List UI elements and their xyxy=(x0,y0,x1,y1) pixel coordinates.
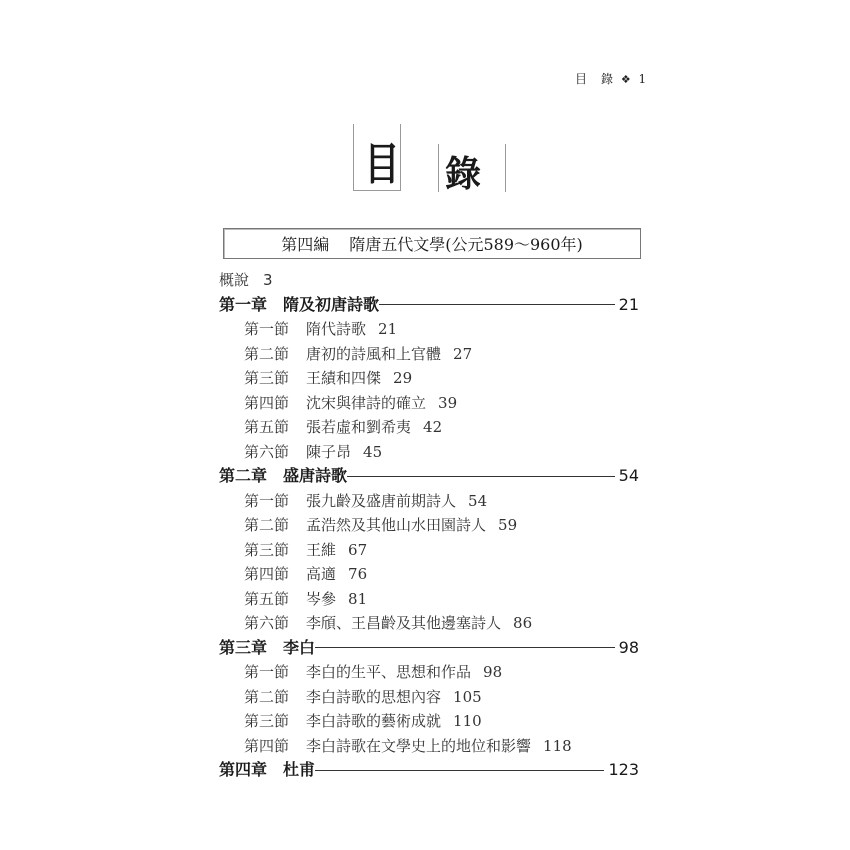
dot-leader xyxy=(315,647,615,648)
chapter-label: 第四章 xyxy=(219,760,268,779)
title-char-2: 錄 xyxy=(445,154,482,195)
section-title: 李頎、王昌齡及其他邊塞詩人 xyxy=(306,614,502,632)
section-page: 110 xyxy=(453,712,482,730)
section-label: 第四節 xyxy=(244,393,290,412)
toc-section[interactable] xyxy=(219,391,639,416)
section-label: 第二節 xyxy=(244,344,290,363)
chapter-page: 21 xyxy=(618,294,639,314)
section-title: 李白的生平、思想和作品 xyxy=(306,663,472,681)
toc-section[interactable] xyxy=(219,734,639,759)
section-page: 81 xyxy=(348,589,368,608)
dot-leader xyxy=(315,770,604,771)
part-title: 隋唐五代文學(公元589～960年) xyxy=(349,235,583,254)
section-page: 54 xyxy=(468,491,488,510)
section-title: 陳子昂 xyxy=(306,442,352,461)
intro-label: 概說 xyxy=(219,271,250,289)
section-label: 第一節 xyxy=(244,663,290,681)
section-label: 第二節 xyxy=(244,516,290,534)
section-page: 105 xyxy=(453,687,482,706)
toc-chapter[interactable] xyxy=(219,293,639,318)
toc-section[interactable] xyxy=(219,685,639,710)
section-title: 李白詩歌的思想內容 xyxy=(306,687,442,706)
chapter-title: 隋及初唐詩歌 xyxy=(283,294,380,314)
table-of-contents xyxy=(219,268,639,783)
toc-section[interactable] xyxy=(219,489,639,514)
chapter-label: 第一章 xyxy=(219,294,268,314)
toc-section[interactable] xyxy=(219,415,639,440)
section-page: 67 xyxy=(348,540,368,559)
running-head-title: 目 錄 xyxy=(575,72,615,86)
page-title xyxy=(353,124,513,194)
toc-section[interactable] xyxy=(219,660,639,685)
section-page: 21 xyxy=(378,320,398,338)
toc-section[interactable] xyxy=(219,366,639,391)
section-page: 29 xyxy=(393,369,413,387)
section-label: 第一節 xyxy=(244,491,290,510)
section-page: 98 xyxy=(483,663,503,681)
section-title: 岑參 xyxy=(306,589,337,608)
toc-section[interactable] xyxy=(219,513,639,538)
section-title: 李白詩歌在文學史上的地位和影響 xyxy=(306,736,532,755)
chapter-page: 54 xyxy=(618,466,639,485)
section-label: 第六節 xyxy=(244,614,290,632)
section-label: 第三節 xyxy=(244,712,290,730)
toc-section[interactable] xyxy=(219,587,639,612)
section-title: 孟浩然及其他山水田園詩人 xyxy=(306,516,487,534)
chapter-label: 第三章 xyxy=(219,637,268,657)
toc-section[interactable] xyxy=(219,611,639,636)
toc-chapter[interactable] xyxy=(219,758,639,783)
chapter-page: 98 xyxy=(618,637,639,657)
section-title: 王績和四傑 xyxy=(306,369,382,387)
title-char-box-2 xyxy=(438,144,506,195)
section-title: 隋代詩歌 xyxy=(306,320,367,338)
section-label: 第三節 xyxy=(244,369,290,387)
section-label: 第六節 xyxy=(244,442,290,461)
ornament-icon: ❖ xyxy=(620,73,632,86)
section-page: 86 xyxy=(513,614,533,632)
dot-leader xyxy=(379,304,615,305)
toc-section[interactable] xyxy=(219,562,639,587)
section-title: 沈宋與律詩的確立 xyxy=(306,393,427,412)
toc-chapter[interactable] xyxy=(219,636,639,661)
toc-section[interactable] xyxy=(219,538,639,563)
chapter-label: 第二章 xyxy=(219,466,268,485)
chapter-title: 杜甫 xyxy=(283,760,316,779)
toc-intro[interactable] xyxy=(219,268,639,293)
section-label: 第五節 xyxy=(244,589,290,608)
section-label: 第四節 xyxy=(244,565,290,583)
section-page: 76 xyxy=(348,565,368,583)
intro-page: 3 xyxy=(263,271,273,289)
part-heading xyxy=(223,228,641,259)
dot-leader xyxy=(347,476,615,477)
section-title: 王維 xyxy=(306,540,337,559)
section-label: 第五節 xyxy=(244,418,290,436)
section-page: 39 xyxy=(438,393,458,412)
section-page: 42 xyxy=(423,418,443,436)
chapter-title: 李白 xyxy=(283,637,316,657)
toc-section[interactable] xyxy=(219,440,639,465)
section-title: 張若虛和劉希夷 xyxy=(306,418,412,436)
section-label: 第三節 xyxy=(244,540,290,559)
toc-section[interactable] xyxy=(219,342,639,367)
section-page: 45 xyxy=(363,442,383,461)
title-char-box-1 xyxy=(353,124,401,191)
section-label: 第四節 xyxy=(244,736,290,755)
section-page: 118 xyxy=(543,736,572,755)
section-title: 高適 xyxy=(306,565,337,583)
section-title: 唐初的詩風和上官體 xyxy=(306,344,442,363)
toc-chapter[interactable] xyxy=(219,464,639,489)
section-title: 李白詩歌的藝術成就 xyxy=(306,712,442,730)
toc-section[interactable] xyxy=(219,317,639,342)
running-head xyxy=(575,70,665,87)
toc-section[interactable] xyxy=(219,709,639,734)
page-number: 1 xyxy=(638,72,648,86)
section-label: 第一節 xyxy=(244,320,290,338)
section-page: 59 xyxy=(498,516,518,534)
section-title: 張九齡及盛唐前期詩人 xyxy=(306,491,457,510)
chapter-title: 盛唐詩歌 xyxy=(283,466,348,485)
section-page: 27 xyxy=(453,344,473,363)
section-label: 第二節 xyxy=(244,687,290,706)
part-label: 第四編 xyxy=(281,235,330,254)
title-char-1: 目 xyxy=(364,139,400,190)
chapter-page: 123 xyxy=(608,760,639,779)
